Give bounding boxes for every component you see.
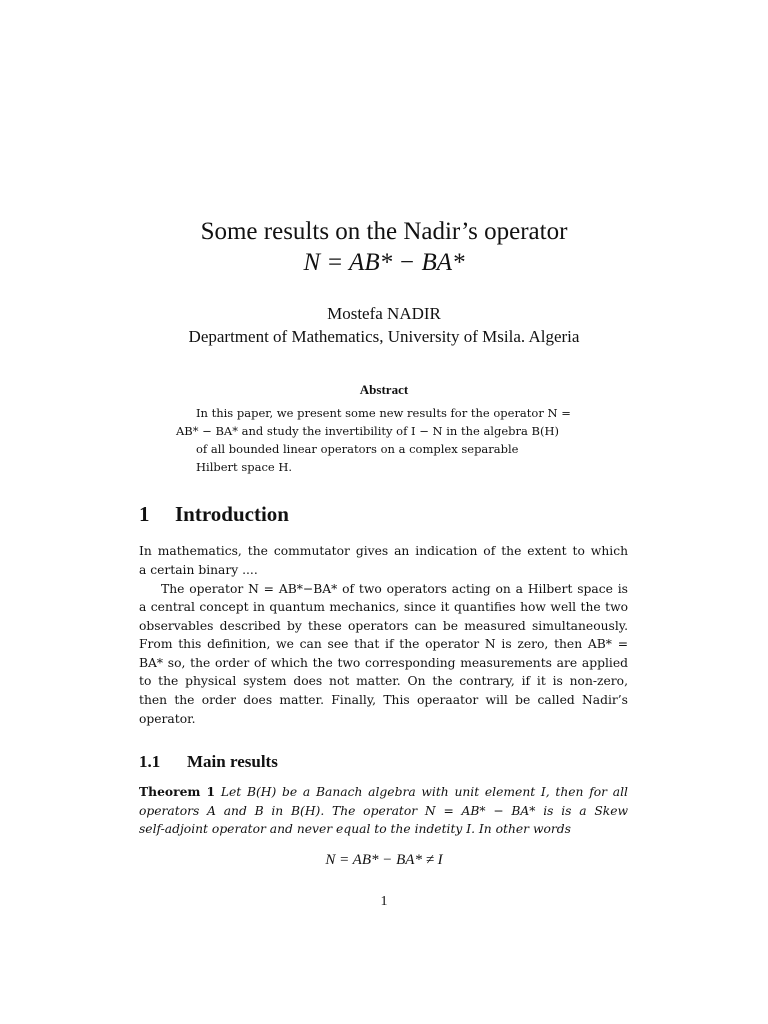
paragraph-line: observables described by these operators can be measured simultaneously. bbox=[139, 619, 628, 633]
theorem-line: operators A and B in B(H). The operator N = AB* − BA* is is a Skew bbox=[139, 804, 628, 818]
theorem-line: self-adjoint operator and never equal to the indetity I. In other words bbox=[139, 822, 571, 836]
paragraph-line: operator. bbox=[139, 712, 196, 726]
theorem-equation: N = AB* − BA* ≠ I bbox=[325, 852, 443, 868]
theorem-text: Let B(H) be a Banach algebra with unit element I, then for all bbox=[220, 785, 628, 799]
abstract-line: Hilbert space H. bbox=[196, 460, 293, 474]
theorem-line bbox=[139, 783, 628, 802]
paragraph-line: The operator N = AB*−BA* of two operators acting on a Hilbert space is bbox=[161, 582, 628, 596]
paper-title-formula: N = AB* − BA* bbox=[303, 249, 465, 276]
paragraph-line: to the physical system does not matter. On the contrary, if it is non-zero, bbox=[139, 674, 628, 688]
section-number: 1 bbox=[139, 502, 150, 526]
paper-title: Some results on the Nadir’s operator bbox=[200, 218, 568, 245]
section-heading-introduction bbox=[139, 502, 289, 527]
subsection-title: Main results bbox=[187, 752, 278, 771]
paragraph-line: a certain binary .... bbox=[139, 563, 258, 577]
abstract-line: of all bounded linear operators on a complex separable bbox=[196, 442, 519, 456]
abstract-line: In this paper, we present some new results for the operator N = bbox=[196, 406, 571, 420]
section-title: Introduction bbox=[175, 502, 289, 526]
page-number: 1 bbox=[380, 894, 388, 909]
subsection-number: 1.1 bbox=[139, 752, 161, 771]
author-name: Mostefa NADIR bbox=[327, 304, 441, 323]
paragraph-line: a central concept in quantum mechanics, since it quantifies how well the two bbox=[139, 600, 628, 614]
paragraph-line: From this definition, we can see that if the operator N is zero, then AB* = bbox=[139, 637, 628, 651]
paragraph-line: BA* so, the order of which the two corresponding measurements are applied bbox=[139, 656, 628, 670]
paragraph-line: In mathematics, the commutator gives an indication of the extent to which bbox=[139, 544, 628, 558]
theorem-label: Theorem 1 bbox=[139, 784, 216, 799]
subsection-heading-main-results bbox=[139, 752, 278, 772]
author-affiliation: Department of Mathematics, University of Msila. Algeria bbox=[188, 327, 580, 346]
paragraph-line: then the order does matter. Finally, This operaator will be called Nadir’s bbox=[139, 693, 628, 707]
abstract-line: AB* − BA* and study the invertibility of I − N in the algebra B(H) bbox=[176, 424, 559, 438]
abstract-heading: Abstract bbox=[359, 382, 409, 397]
